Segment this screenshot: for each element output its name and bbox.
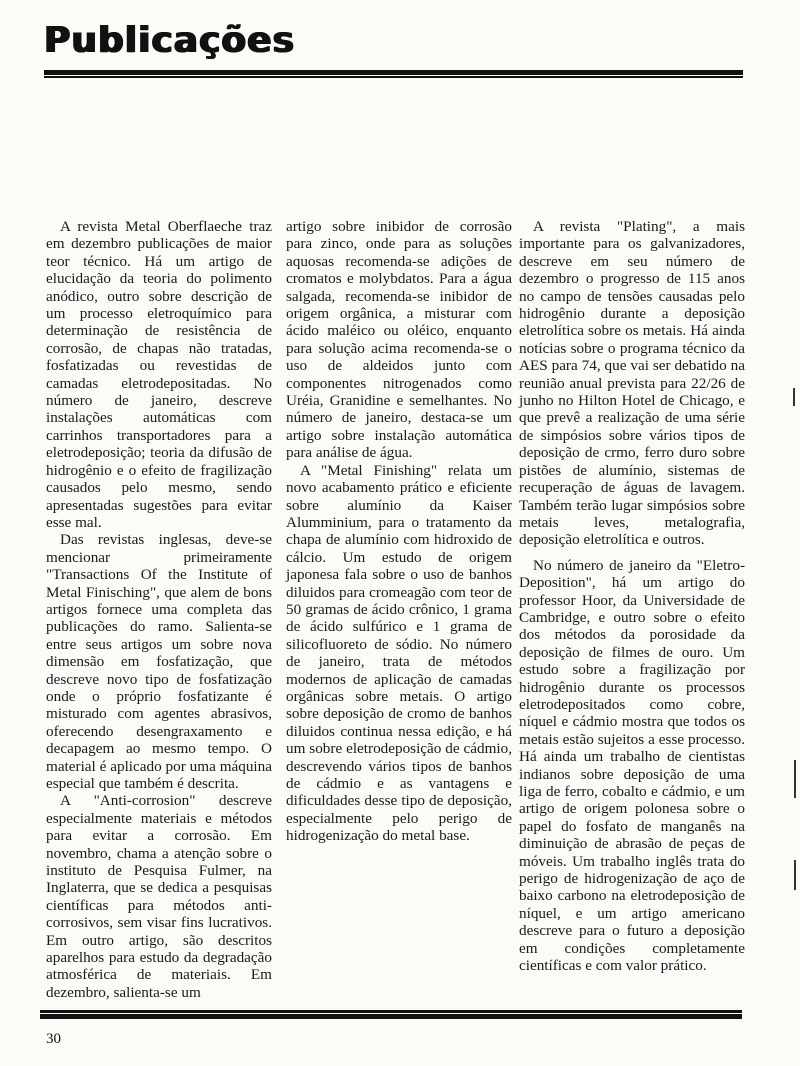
paragraph: A "Anti-corrosion" descreve especialmente materiais e métodos para evitar a corrosão. Em novembro, chama a atenção sobre o instituto de Pesquisa Fulmer, na Inglaterra, que se dedica a pesquisas científicas para métodos anti-corrosivos, sem visar fins lucrativos. Em outro artigo, são descritos aparelhos para estudo da degradação atmosférica de materiais. Em dezembro, salienta-se um [46,792,272,1001]
page-number: 30 [46,1031,61,1047]
footer-rule [40,1010,742,1019]
paragraph: artigo sobre inibidor de corrosão para zinco, onde para as soluções aquosas recomenda-se adições de cromatos e molybdatos. Para a água salgada, recomenda-se inibidor de origem orgânica, a misturar com ácido maléico ou oléico, enquanto para solução acima recomenda-se o uso de aldeidos junto com componentes nitrogenados como Uréia, Granidine e semelhantes. No número de janeiro, destaca-se um artigo sobre instalação automática para análise de água. [286,218,512,462]
paragraph: A revista Metal Oberflaeche traz em dezembro publicações de maior teor técnico. Há um artigo de elucidação da teoria do polimento anódico, outro sobre descrição de um processo eletroquímico para determinação de resistência de corrosão, de chapas não tratadas, fosfatizadas ou revestidas de camadas eletrodepositadas. No número de janeiro, descreve instalações automáticas com carrinhos transportadores para a eletrodeposição; teoria da difusão de hidrogênio e o efeito de fragilização causados pelo mesmo, sendo apresentadas sugestões para evitar esse mal. [46,218,272,531]
header-rule [44,70,743,78]
paragraph: A revista "Plating", a mais importante para os galvanizadores, descreve em seu número de dezembro o progresso de 115 anos no campo de tensões causadas pelo hidrogênio durante a deposição eletrolítica sobre os metais. Há ainda notícias sobre o programa técnico da AES para 74, que vai ser debatido na reunião anual prevista para 22/26 de junho no Hilton Hotel de Chicago, e que prevê a realização de uma série de simpósios sobre vários tipos de deposição de crmo, ferro duro sobre pistões de alumínio, sistemas de recuperação de águas de lavagem. Também terão lugar simpósios sobre metais leves, metalografia, deposição eletrolítica e outros. [519,218,745,549]
article-column-2 [286,218,512,845]
margin-mark [794,860,796,890]
paragraph: Das revistas inglesas, deve-se mencionar primeiramente "Transactions Of the Institute of Metal Finisching", que alem de bons artigos fornece uma completa das publicações do ramo. Salienta-se entre seus artigos um sobre nova dimensão em fosfatização, que descreve novo tipo de fosfatização onde o próprio fosfatizante é misturado com agentes abrasivos, oferecendo desengraxamento e decapagem ao mesmo tempo. O material é aplicado por uma máquina especial que também é descrita. [46,531,272,792]
paragraph: A "Metal Finishing" relata um novo acabamento prático e eficiente sobre alumínio da Kaiser Alumminium, para o tratamento da chapa de alumínio com hidroxido de cálcio. Um estudo de origem japonesa fala sobre o uso de banhos diluidos para cromeagão com teor de 50 gramas de ácido crônico, 1 grama de ácido sulfúrico e 1 grama de silicofluoreto de sódio. No número de janeiro, trata de métodos modernos de aplicação de camadas orgânicas sobre metais. O artigo sobre deposição de cromo de banhos diluidos continua nessa edição, e há um sobre eletrodeposição de cádmio, descrevendo vários tipos de banhos de cádmio e as vantagens e dificuldades desse tipo de deposição, especialmente pelo perigo de hidrogenização do metal base. [286,461,512,845]
paragraph-gap [519,549,745,557]
margin-mark [793,388,795,406]
article-column-1 [46,218,272,1001]
margin-mark [794,760,796,798]
article-column-3 [519,218,745,974]
section-title: Publicações [44,20,296,61]
paragraph: No número de janeiro da "Eletro-Deposition", há um artigo do professor Hoor, da Universidade de Cambridge, e outro sobre o efeito dos métodos da porosidade da deposição de filmes de ouro. Um estudo sobre a fragilização por hidrogênio durante os processos eletrodepositados como cobre, níquel e cádmio mostra que todos os metais estão sujeitos a esse processo. Há ainda um trabalho de cientistas indianos sobre deposição de uma liga de ferro, cobalto e cádmio, e um artigo de origem polonesa sobre o papel do fosfato de manganês na diminuição de abrasão de peças de móveis. Um trabalho inglês trata do perigo de hidrogenização de aço de baixo carbono na eletrodeposição de níquel, e um artigo americano descreve para o futuro a deposição em condições completamente científicas e com valor prático. [519,556,745,975]
